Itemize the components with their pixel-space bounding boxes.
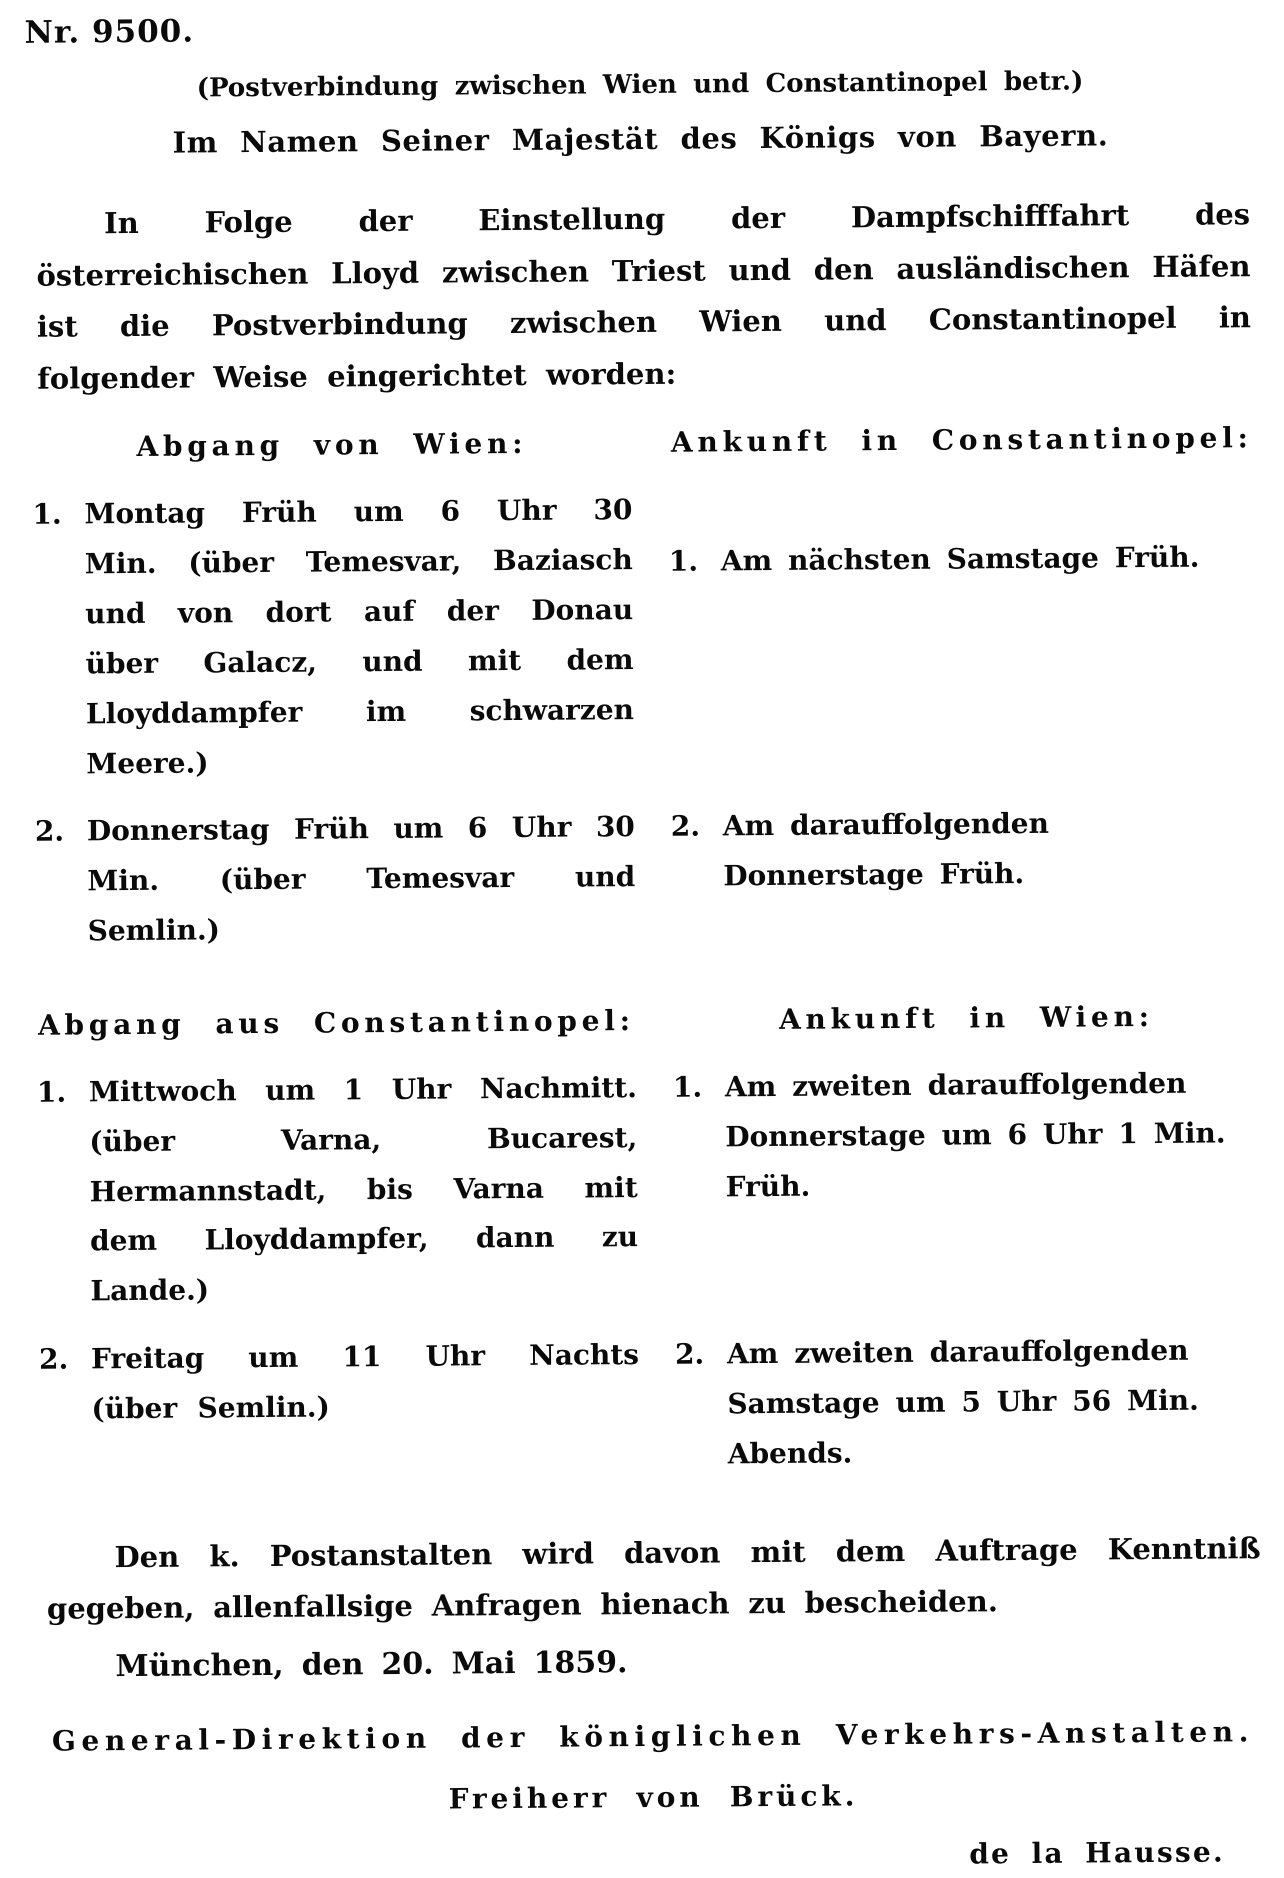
item-text: Am zweiten darauffolgenden Samstage um 5 Uhr 56 Min. Abends. (726, 1333, 1199, 1471)
item-number: 2. (674, 1337, 705, 1371)
item-number: 2. (670, 809, 701, 844)
schedule-item-abgang-constantinopel-2 (39, 1330, 640, 1484)
schedule-item-ankunft-constantinopel-1 (669, 533, 1259, 785)
item-text: Donnerstag Früh um 6 Uhr 30 Min. (über Temesvar und Semlin.) (86, 810, 636, 948)
countersignature-line: de la Hausse. (969, 1835, 1226, 1871)
schedule-item-ankunft-wien-2 (675, 1325, 1264, 1479)
issuer-line: General-Direktion der königlichen Verkehrs-Anstalten. (51, 1714, 1255, 1758)
document-number: Nr. 9500. (24, 13, 195, 51)
heading-abgang-constantinopel: Abgang aus Constantinopel: (37, 1003, 635, 1042)
item-text: Am nächsten Samstage Früh. (720, 541, 1200, 578)
subject-line: (Postverbindung zwischen Wien und Constantinopel betr.) (196, 66, 1084, 104)
dateline: München, den 20. Mai 1859. (115, 1644, 628, 1684)
proclamation-heading: Im Namen Seiner Majestät des Königs von Bayern. (172, 118, 1109, 160)
heading-abgang-wien: Abgang von Wien: (136, 427, 528, 464)
schedule-item-abgang-wien-1 (32, 486, 634, 790)
item-text: Mittwoch um 1 Uhr Nachmitt. (über Varna, Bucarest, Hermannstadt, bis Varna mit dem Lloyddampfer, dann zu Lande.) (88, 1070, 639, 1308)
item-number: 1. (668, 544, 699, 579)
item-number: 2. (38, 1342, 69, 1376)
schedule-table (28, 422, 1266, 1503)
intro-paragraph: In Folge der Einstellung der Dampfschifffahrt des österreichischen Lloyd zwischen Triest und den ausländischen Häfen ist die Postverbindung zwischen Wien und Constantinopel in folgender Weise eingerichtet worden: (36, 197, 1252, 396)
item-text: Am zweiten darauffolgenden Donnerstage um 6 Uhr 1 Min. Früh. (724, 1066, 1226, 1203)
closing-paragraph: Den k. Postanstalten wird davon mit dem Auftrage Kenntniß gegeben, allenfallsige Anfragen hienach zu bescheiden. (46, 1530, 1261, 1626)
item-number: 1. (672, 1070, 703, 1104)
item-number: 2. (34, 814, 65, 849)
heading-ankunft-constantinopel: Ankunft in Constantinopel: (670, 421, 1253, 460)
item-number: 1. (32, 497, 62, 532)
schedule-item-abgang-constantinopel-1 (37, 1063, 639, 1317)
item-text: Freitag um 11 Uhr Nachts (über Semlin.) (90, 1338, 640, 1426)
schedule-item-abgang-wien-2 (35, 802, 636, 956)
item-number: 1. (36, 1075, 67, 1109)
item-text: Montag Früh um 6 Uhr 30 Min. (über Temesvar, Baziasch und von dort auf der Donau über Galacz, und mit dem Lloyddampfer im schwarzen Meere.) (84, 493, 635, 780)
schedule-item-ankunft-constantinopel-2 (671, 798, 1260, 952)
schedule-item-ankunft-wien-1 (673, 1058, 1263, 1312)
heading-ankunft-wien: Ankunft in Wien: (778, 999, 1154, 1036)
item-text: Am darauffolgenden Donnerstage Früh. (722, 807, 1050, 893)
signature-line: Freiherr von Brück. (448, 1779, 859, 1816)
